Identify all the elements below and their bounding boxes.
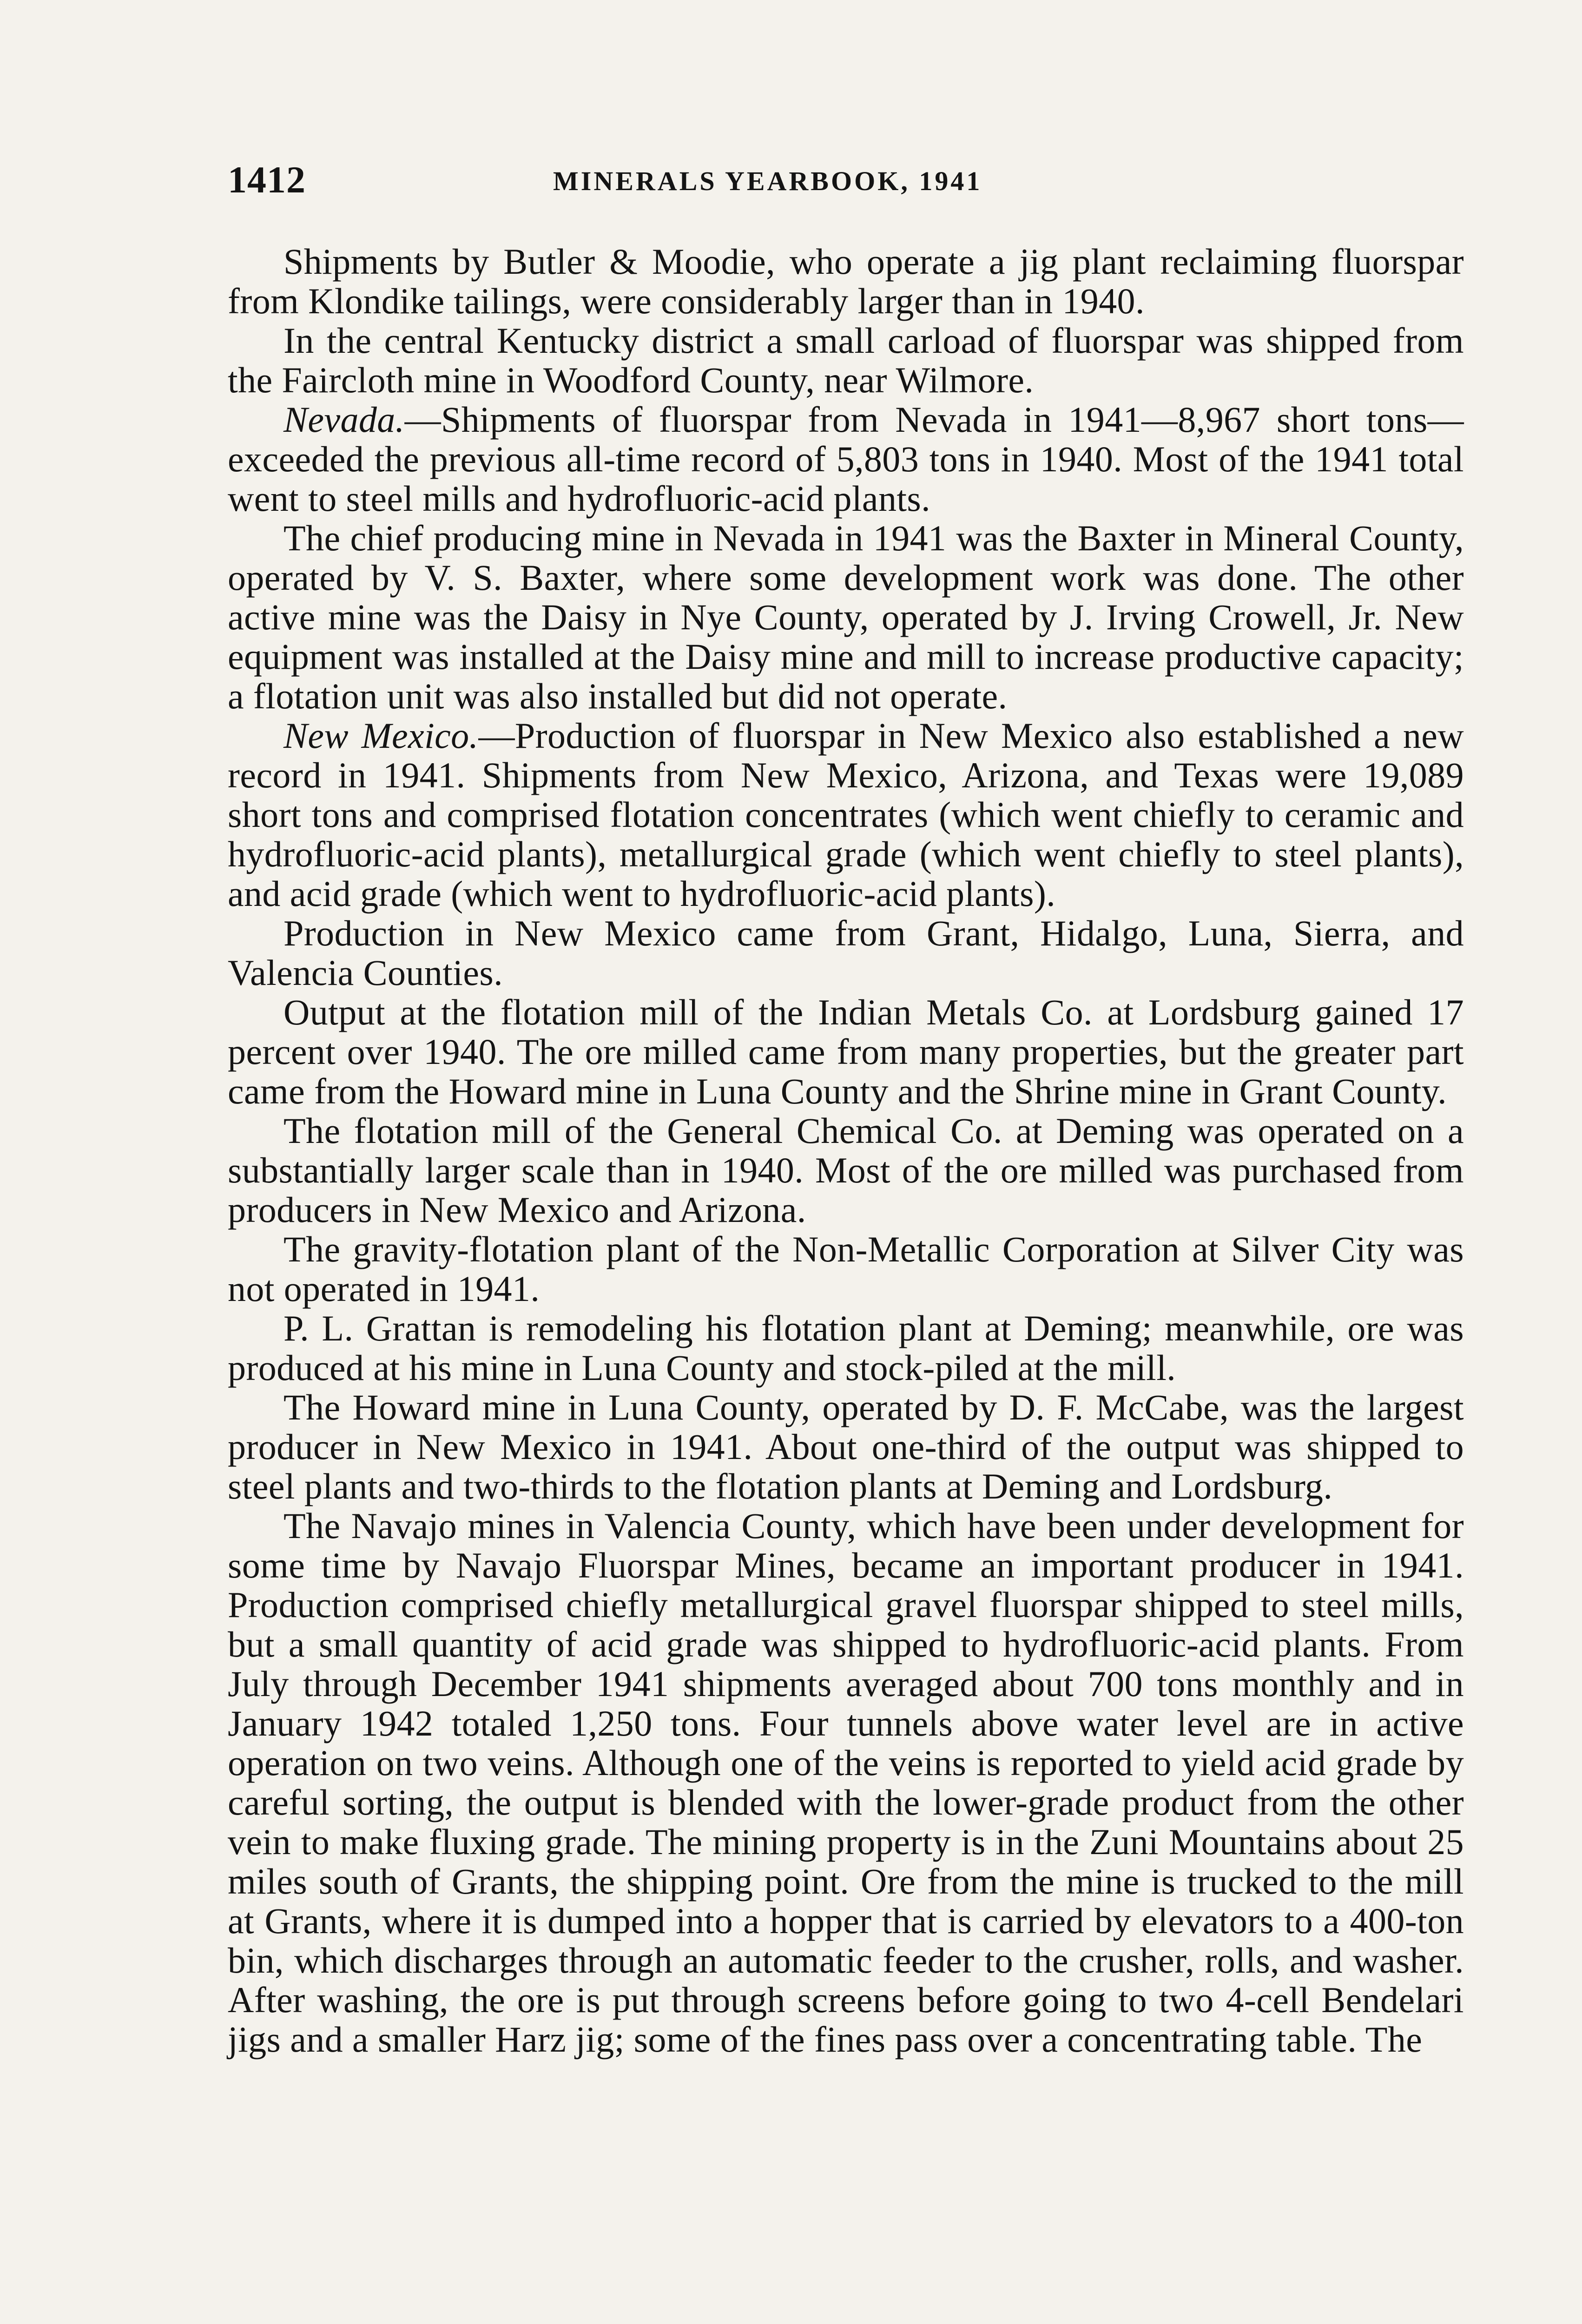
section-lead-nevada: Nevada. (283, 399, 405, 440)
paragraph (228, 1229, 1464, 1308)
paragraph-text: Production in New Mexico came from Grant, Hidalgo, Luna, Sierra, and Valencia Counties. (228, 913, 1464, 993)
paragraph-text: Output at the flotation mill of the Indian Metals Co. at Lordsburg gained 17 percent over 1940. The ore milled came from many properties, but the greater part came from the Howard mine in Luna County and the Shrine mine in Grant County. (228, 992, 1464, 1111)
paragraph (228, 716, 1464, 913)
paragraph-text: —Production of fluorspar in New Mexico also established a new record in 1941. Shipments from New Mexico, Arizona, and Texas were 19,089 short tons and comprised flotation concentrates (which went chiefly to ceramic and hydrofluoric-acid plants), metallurgical grade (which went chiefly to steel plants), and acid grade (which went to hydrofluoric-acid plants). (228, 715, 1464, 914)
paragraph-text: P. L. Grattan is remodeling his flotation plant at Deming; meanwhile, ore was produced at his mine in Luna County and stock-piled at the mill. (228, 1308, 1464, 1388)
body-text (228, 242, 1464, 2059)
paragraph (228, 1308, 1464, 1387)
paragraph (228, 913, 1464, 992)
paragraph (228, 242, 1464, 321)
paragraph (228, 1111, 1464, 1229)
paragraph-text: The Howard mine in Luna County, operated by D. F. McCabe, was the largest producer in New Mexico in 1941. About one-third of the output was shipped to steel plants and two-thirds to the flotation plants at Deming and Lordsburg. (228, 1387, 1464, 1506)
paragraph (228, 518, 1464, 716)
paragraph-text: The Navajo mines in Valencia County, which have been under development for some time by Navajo Fluorspar Mines, became an important producer in 1941. Production comprised chiefly metallurgical gravel fluorspar shipped to steel mills, but a small quantity of acid grade was shipped to hydrofluoric-acid plants. From July through December 1941 shipments averaged about 700 tons monthly and in January 1942 totaled 1,250 tons. Four tunnels above water level are in active operation on two veins. Although one of the veins is reported to yield acid grade by careful sorting, the output is blended with the lower-grade product from the other vein to make fluxing grade. The mining property is in the Zuni Mountains about 25 miles south of Grants, the shipping point. Ore from the mine is trucked to the mill at Grants, where it is dumped into a hopper that is carried by elevators to a 400-ton bin, which discharges through an automatic feeder to the crusher, rolls, and washer. After washing, the ore is put through screens before going to two 4-cell Bendelari jigs and a smaller Harz jig; some of the fines pass over a concentrating table. The (228, 1505, 1464, 2060)
paragraph-text: In the central Kentucky district a small carload of fluorspar was shipped from the Faircloth mine in Woodford County, near Wilmore. (228, 320, 1464, 400)
paragraph (228, 1387, 1464, 1506)
paragraph (228, 1506, 1464, 2059)
page-number: 1412 (228, 158, 306, 201)
paragraph-text: Shipments by Butler & Moodie, who operate a jig plant reclaiming fluorspar from Klondike tailings, were considerably larger than in 1940. (228, 241, 1464, 321)
paragraph-text: The chief producing mine in Nevada in 1941 was the Baxter in Mineral County, operated by V. S. Baxter, where some development work was done. The other active mine was the Daisy in Nye County, operated by J. Irving Crowell, Jr. New equipment was installed at the Daisy mine and mill to increase productive capacity; a flotation unit was also installed but did not operate. (228, 518, 1464, 716)
paragraph-text: —Shipments of fluorspar from Nevada in 1941—8,967 short tons—exceeded the previous all-time record of 5,803 tons in 1940. Most of the 1941 total went to steel mills and hydrofluoric-acid plants. (228, 399, 1464, 519)
running-title: MINERALS YEARBOOK, 1941 (553, 166, 982, 196)
paragraph-text: The flotation mill of the General Chemical Co. at Deming was operated on a substantially larger scale than in 1940. Most of the ore milled was purchased from producers in New Mexico and Arizona. (228, 1110, 1464, 1230)
paragraph (228, 400, 1464, 518)
paragraph (228, 321, 1464, 400)
paragraph-text: The gravity-flotation plant of the Non-Metallic Corporation at Silver City was not operated in 1941. (228, 1229, 1464, 1309)
paragraph (228, 992, 1464, 1111)
section-lead-new-mexico: New Mexico. (283, 715, 479, 756)
running-head (228, 158, 1483, 214)
